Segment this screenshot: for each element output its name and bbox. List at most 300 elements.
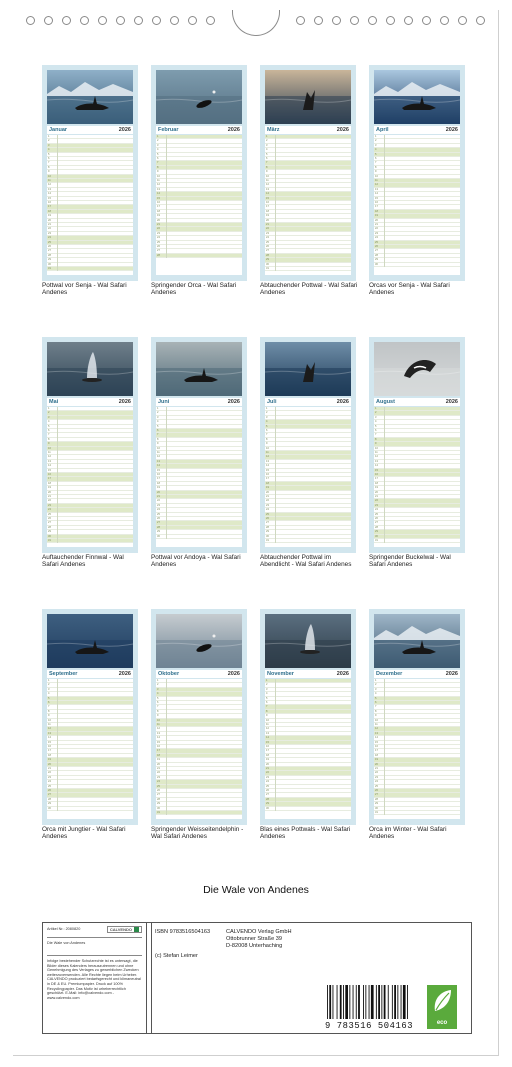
photo-caption: Springender Weisseitendelphin - Wal Safari Andenes	[151, 826, 244, 841]
day-number: 22	[266, 771, 269, 775]
binding-hole	[332, 16, 341, 25]
day-number: 18	[375, 753, 378, 757]
day-number: 6	[266, 429, 268, 432]
day-number: 26	[48, 517, 51, 520]
day-number: 22	[48, 499, 51, 503]
day-number: 16	[157, 201, 160, 204]
day-number: 23	[375, 775, 378, 779]
day-number: 12	[266, 727, 269, 731]
day-number: 7	[375, 161, 377, 165]
day-number: 20	[48, 490, 51, 494]
day-number: 7	[266, 433, 268, 437]
day-number: 29	[157, 530, 160, 534]
photo-caption: Orca im Winter - Wal Safari Andenes	[369, 826, 447, 841]
day-number: 31	[266, 267, 269, 270]
day-number: 22	[266, 499, 269, 503]
day-number: 19	[266, 486, 269, 490]
day-number: 13	[375, 187, 378, 191]
day-number: 5	[48, 152, 50, 156]
binding-hole	[134, 16, 143, 25]
day-number: 10	[266, 718, 269, 722]
month-photo	[265, 614, 351, 668]
binding-hole	[80, 16, 89, 25]
day-number: 12	[375, 727, 378, 731]
whale-photo-icon	[374, 614, 460, 668]
day-number: 24	[266, 508, 269, 512]
day-number: 3	[375, 143, 377, 147]
day-number: 5	[48, 696, 50, 700]
day-number: 25	[48, 784, 51, 788]
month-year: 2026	[336, 127, 349, 133]
day-number: 30	[157, 534, 160, 538]
day-number: 14	[266, 464, 269, 468]
month-year: 2026	[445, 127, 458, 133]
photo-caption: Auftauchender Finnwal - Wal Safari Andenes	[42, 554, 124, 569]
day-number: 17	[266, 749, 269, 753]
month-name: März	[267, 127, 280, 133]
day-number: 15	[266, 740, 269, 744]
day-number: 20	[375, 490, 378, 494]
day-number: 17	[157, 749, 160, 753]
day-number: 4	[48, 692, 50, 696]
month-photo	[156, 70, 242, 124]
day-number: 11	[48, 179, 51, 182]
day-number: 15	[48, 740, 51, 744]
day-number: 1	[266, 135, 268, 138]
month-name: Oktober	[158, 671, 180, 677]
day-number: 13	[266, 731, 269, 735]
day-number: 20	[266, 762, 269, 766]
binding-hole	[404, 16, 413, 25]
month-photo	[47, 70, 133, 124]
day-number: 28	[375, 797, 378, 801]
day-number: 25	[157, 240, 160, 244]
month-year: 2026	[336, 671, 349, 677]
month-year: 2026	[118, 399, 131, 405]
day-number: 4	[266, 692, 268, 696]
day-number: 2	[48, 139, 50, 143]
day-number: 1	[266, 407, 268, 410]
day-number: 9	[266, 714, 268, 718]
day-number: 11	[157, 723, 160, 726]
day-number: 15	[375, 468, 378, 472]
day-grid	[265, 407, 351, 547]
day-number: 24	[375, 508, 378, 512]
day-number: 28	[266, 253, 269, 257]
day-number: 22	[266, 227, 269, 231]
day-number: 20	[266, 490, 269, 494]
binding-hole	[386, 16, 395, 25]
day-number: 25	[266, 512, 269, 516]
whale-photo-icon	[47, 70, 133, 124]
day-number: 28	[157, 253, 160, 257]
day-number: 5	[48, 424, 50, 428]
day-row	[156, 254, 242, 258]
day-number: 2	[266, 411, 268, 415]
day-number: 9	[375, 442, 377, 446]
month-photo	[156, 342, 242, 396]
day-number: 27	[375, 249, 378, 253]
day-number: 26	[157, 517, 160, 520]
whale-photo-icon	[156, 70, 242, 124]
day-number: 12	[266, 455, 269, 459]
day-number: 30	[48, 534, 51, 538]
day-number: 2	[157, 139, 159, 143]
month-photo	[265, 70, 351, 124]
day-number: 21	[157, 767, 160, 770]
month-year: 2026	[118, 671, 131, 677]
month-photo	[265, 342, 351, 396]
day-number: 16	[375, 473, 378, 476]
day-row	[265, 539, 351, 543]
day-number: 22	[48, 771, 51, 775]
day-number: 19	[375, 758, 378, 762]
day-number: 7	[157, 433, 159, 437]
month-8	[369, 337, 465, 553]
day-number: 27	[266, 249, 269, 253]
day-number: 31	[375, 811, 378, 814]
day-number: 8	[48, 165, 50, 169]
day-number: 7	[157, 705, 159, 709]
publisher-address	[226, 929, 292, 949]
day-number: 1	[48, 679, 50, 682]
day-number: 8	[157, 165, 159, 169]
month-year: 2026	[118, 127, 131, 133]
day-number: 12	[48, 183, 51, 187]
month-name: Juni	[158, 399, 170, 405]
day-number: 31	[375, 539, 378, 542]
day-number: 30	[266, 806, 269, 810]
day-number: 11	[157, 179, 160, 182]
day-number: 26	[266, 789, 269, 792]
day-number: 16	[157, 473, 160, 476]
book-title: Die Wale von Andenes	[203, 884, 309, 896]
day-number: 6	[266, 157, 268, 160]
row-divider	[384, 263, 385, 267]
day-grid	[374, 407, 460, 547]
day-number: 10	[375, 446, 378, 450]
day-number: 28	[157, 525, 160, 529]
day-row	[156, 535, 242, 539]
photo-caption: Abtauchender Pottwal - Wal Safari Andenes	[260, 282, 358, 297]
binding-hole	[440, 16, 449, 25]
day-row	[374, 263, 460, 267]
info-panel	[42, 922, 472, 1034]
day-number: 11	[266, 723, 269, 726]
day-number: 14	[266, 736, 269, 740]
day-number: 14	[266, 192, 269, 196]
month-4	[369, 65, 465, 281]
day-number: 12	[48, 727, 51, 731]
day-number: 11	[48, 451, 51, 454]
day-number: 19	[48, 214, 51, 218]
month-3	[260, 65, 356, 281]
day-number: 11	[266, 179, 269, 182]
day-number: 9	[48, 170, 50, 174]
day-number: 12	[157, 455, 160, 459]
day-number: 15	[157, 468, 160, 472]
month-name: August	[376, 399, 395, 405]
eco-badge	[427, 985, 457, 1029]
day-number: 2	[48, 683, 50, 687]
day-number: 24	[157, 236, 160, 240]
day-number: 25	[157, 784, 160, 788]
legal-text: Infolge bestehender Schutzrechte ist es untersagt, die Bilder dieses Kalenders herauszutrennen und ohne Genehmigung des Verlages zu gewerblichen Zwecken weiterzuverwenden. Alle Rechte liegen beim Urheber. CALVENDO produziert bedarfsgerecht und klimaneutral in DE & EU. Premiumpapier. Druck auf 100% Recyclingpapier. Das Motiv ist urheberrechtlich geschützt. E-Mail: info@calvendo.com - www.calvendo.com	[47, 959, 141, 1000]
day-number: 20	[266, 218, 269, 222]
day-number: 7	[48, 705, 50, 709]
day-number: 17	[157, 477, 160, 481]
day-number: 16	[157, 745, 160, 748]
day-number: 11	[157, 451, 160, 454]
day-number: 27	[266, 521, 269, 525]
day-number: 12	[157, 183, 160, 187]
photo-caption: Blas eines Pottwals - Wal Safari Andenes	[260, 826, 351, 841]
month-header	[156, 670, 242, 678]
day-number: 30	[375, 806, 378, 810]
day-number: 25	[266, 240, 269, 244]
photo-caption: Springender Buckelwal - Wal Safari Andenes	[369, 554, 451, 569]
day-number: 24	[157, 508, 160, 512]
day-number: 22	[157, 771, 160, 775]
day-number: 8	[48, 709, 50, 713]
day-number: 21	[266, 223, 269, 226]
day-grid	[374, 135, 460, 275]
day-number: 16	[266, 201, 269, 204]
divider	[47, 937, 142, 938]
binding-hole	[422, 16, 431, 25]
photo-caption: Pottwal vor Andoya - Wal Safari Andenes	[151, 554, 241, 569]
month-1	[42, 65, 138, 281]
publisher-line: CALVENDO Verlag GmbH	[226, 929, 292, 935]
day-number: 19	[157, 486, 160, 490]
day-number: 25	[375, 784, 378, 788]
day-number: 11	[375, 451, 378, 454]
day-number: 18	[266, 481, 269, 485]
day-number: 28	[48, 525, 51, 529]
day-row	[47, 267, 133, 271]
day-row	[374, 539, 460, 543]
day-number: 17	[375, 477, 378, 481]
day-number: 3	[48, 143, 50, 147]
month-header	[265, 126, 351, 134]
day-number: 8	[375, 437, 377, 441]
day-number: 26	[48, 245, 51, 248]
day-number: 22	[375, 499, 378, 503]
day-number: 4	[48, 148, 50, 152]
day-grid	[47, 407, 133, 547]
day-number: 20	[157, 218, 160, 222]
day-number: 18	[48, 753, 51, 757]
day-number: 29	[48, 530, 51, 534]
day-number: 9	[48, 714, 50, 718]
day-number: 7	[48, 433, 50, 437]
barcode-bars	[325, 985, 425, 1021]
day-number: 26	[375, 245, 378, 248]
day-number: 26	[375, 517, 378, 520]
day-row	[265, 267, 351, 271]
day-number: 17	[266, 205, 269, 209]
day-number: 23	[48, 231, 51, 235]
day-number: 15	[48, 468, 51, 472]
month-year: 2026	[227, 399, 240, 405]
day-number: 28	[375, 253, 378, 257]
month-name: Dezember	[376, 671, 403, 677]
day-number: 28	[266, 797, 269, 801]
day-number: 5	[266, 152, 268, 156]
row-divider	[384, 539, 385, 543]
publisher-line: Ottobrunner Straße 39	[226, 935, 282, 942]
day-number: 29	[48, 802, 51, 806]
day-number: 15	[157, 196, 160, 200]
day-number: 6	[375, 157, 377, 160]
day-number: 29	[375, 802, 378, 806]
day-number: 8	[157, 437, 159, 441]
day-number: 10	[48, 174, 51, 178]
day-number: 17	[375, 749, 378, 753]
day-number: 18	[157, 209, 160, 213]
day-number: 22	[157, 499, 160, 503]
day-number: 17	[48, 477, 51, 481]
day-number: 31	[157, 811, 160, 814]
month-header	[47, 670, 133, 678]
day-number: 3	[48, 687, 50, 691]
eco-label: eco	[436, 1020, 448, 1026]
binding-hole	[368, 16, 377, 25]
day-number: 2	[48, 411, 50, 415]
day-number: 15	[157, 740, 160, 744]
row-divider	[275, 807, 276, 811]
day-number: 21	[48, 223, 51, 226]
month-photo	[374, 342, 460, 396]
month-2	[151, 65, 247, 281]
day-number: 7	[266, 161, 268, 165]
day-number: 10	[157, 446, 160, 450]
copyright-author: (c) Stefan Leimer	[155, 953, 198, 959]
month-header	[265, 398, 351, 406]
month-12	[369, 609, 465, 825]
day-number: 4	[157, 692, 159, 696]
day-number: 25	[48, 240, 51, 244]
barcode-number: 9 783516 504163	[325, 1021, 414, 1031]
publisher-line: D-82008 Unterhaching	[226, 942, 283, 949]
day-number: 16	[375, 745, 378, 748]
day-number: 15	[266, 468, 269, 472]
row-divider	[57, 267, 58, 271]
day-number: 2	[157, 683, 159, 687]
day-number: 24	[266, 780, 269, 784]
day-number: 13	[48, 187, 51, 191]
day-number: 14	[375, 464, 378, 468]
day-number: 16	[375, 201, 378, 204]
day-number: 6	[375, 429, 377, 432]
row-divider	[275, 539, 276, 543]
day-number: 14	[157, 464, 160, 468]
day-number: 5	[157, 152, 159, 156]
day-number: 26	[375, 789, 378, 792]
binding-hole	[350, 16, 359, 25]
day-number: 23	[157, 775, 160, 779]
whale-photo-icon	[47, 614, 133, 668]
day-number: 19	[375, 214, 378, 218]
day-number: 2	[157, 411, 159, 415]
article-number: Artikel Nr.: 2080820	[47, 927, 81, 931]
day-number: 25	[375, 240, 378, 244]
day-number: 19	[157, 758, 160, 762]
month-6	[151, 337, 247, 553]
day-number: 18	[266, 209, 269, 213]
day-number: 13	[375, 459, 378, 463]
day-number: 21	[266, 767, 269, 770]
day-number: 19	[266, 758, 269, 762]
month-header	[156, 126, 242, 134]
month-photo	[374, 614, 460, 668]
day-number: 26	[266, 245, 269, 248]
day-number: 18	[375, 481, 378, 485]
day-number: 13	[48, 731, 51, 735]
day-grid	[156, 407, 242, 547]
whale-photo-icon	[265, 614, 351, 668]
day-number: 23	[266, 231, 269, 235]
row-divider	[384, 811, 385, 815]
day-number: 16	[266, 745, 269, 748]
leaf-icon	[427, 985, 457, 1017]
binding-hole	[170, 16, 179, 25]
day-number: 29	[157, 802, 160, 806]
day-number: 1	[48, 135, 50, 138]
day-number: 26	[48, 789, 51, 792]
day-number: 10	[266, 174, 269, 178]
day-number: 15	[375, 196, 378, 200]
day-number: 4	[375, 692, 377, 696]
day-number: 16	[48, 745, 51, 748]
month-photo	[47, 614, 133, 668]
day-number: 12	[266, 183, 269, 187]
day-number: 4	[375, 420, 377, 424]
binding-hole	[206, 16, 215, 25]
day-number: 20	[48, 218, 51, 222]
day-number: 16	[48, 201, 51, 204]
day-number: 1	[375, 679, 377, 682]
day-number: 31	[48, 539, 51, 542]
day-number: 16	[266, 473, 269, 476]
photo-caption: Springender Orca - Wal Safari Andenes	[151, 282, 237, 297]
month-photo	[156, 614, 242, 668]
day-number: 2	[266, 683, 268, 687]
day-number: 21	[48, 767, 51, 770]
day-number: 4	[157, 420, 159, 424]
day-number: 5	[157, 696, 159, 700]
month-year: 2026	[445, 671, 458, 677]
day-number: 30	[48, 262, 51, 266]
day-grid	[156, 135, 242, 275]
day-number: 17	[48, 749, 51, 753]
row-divider	[166, 535, 167, 539]
day-number: 13	[157, 731, 160, 735]
month-name: Juli	[267, 399, 277, 405]
day-number: 24	[48, 780, 51, 784]
day-number: 10	[48, 718, 51, 722]
day-number: 6	[48, 701, 50, 704]
day-number: 24	[48, 508, 51, 512]
day-number: 5	[266, 424, 268, 428]
day-number: 19	[48, 758, 51, 762]
day-number: 29	[375, 530, 378, 534]
day-number: 23	[375, 231, 378, 235]
day-number: 6	[266, 701, 268, 704]
row-divider	[57, 807, 58, 811]
month-header	[156, 398, 242, 406]
month-7	[260, 337, 356, 553]
